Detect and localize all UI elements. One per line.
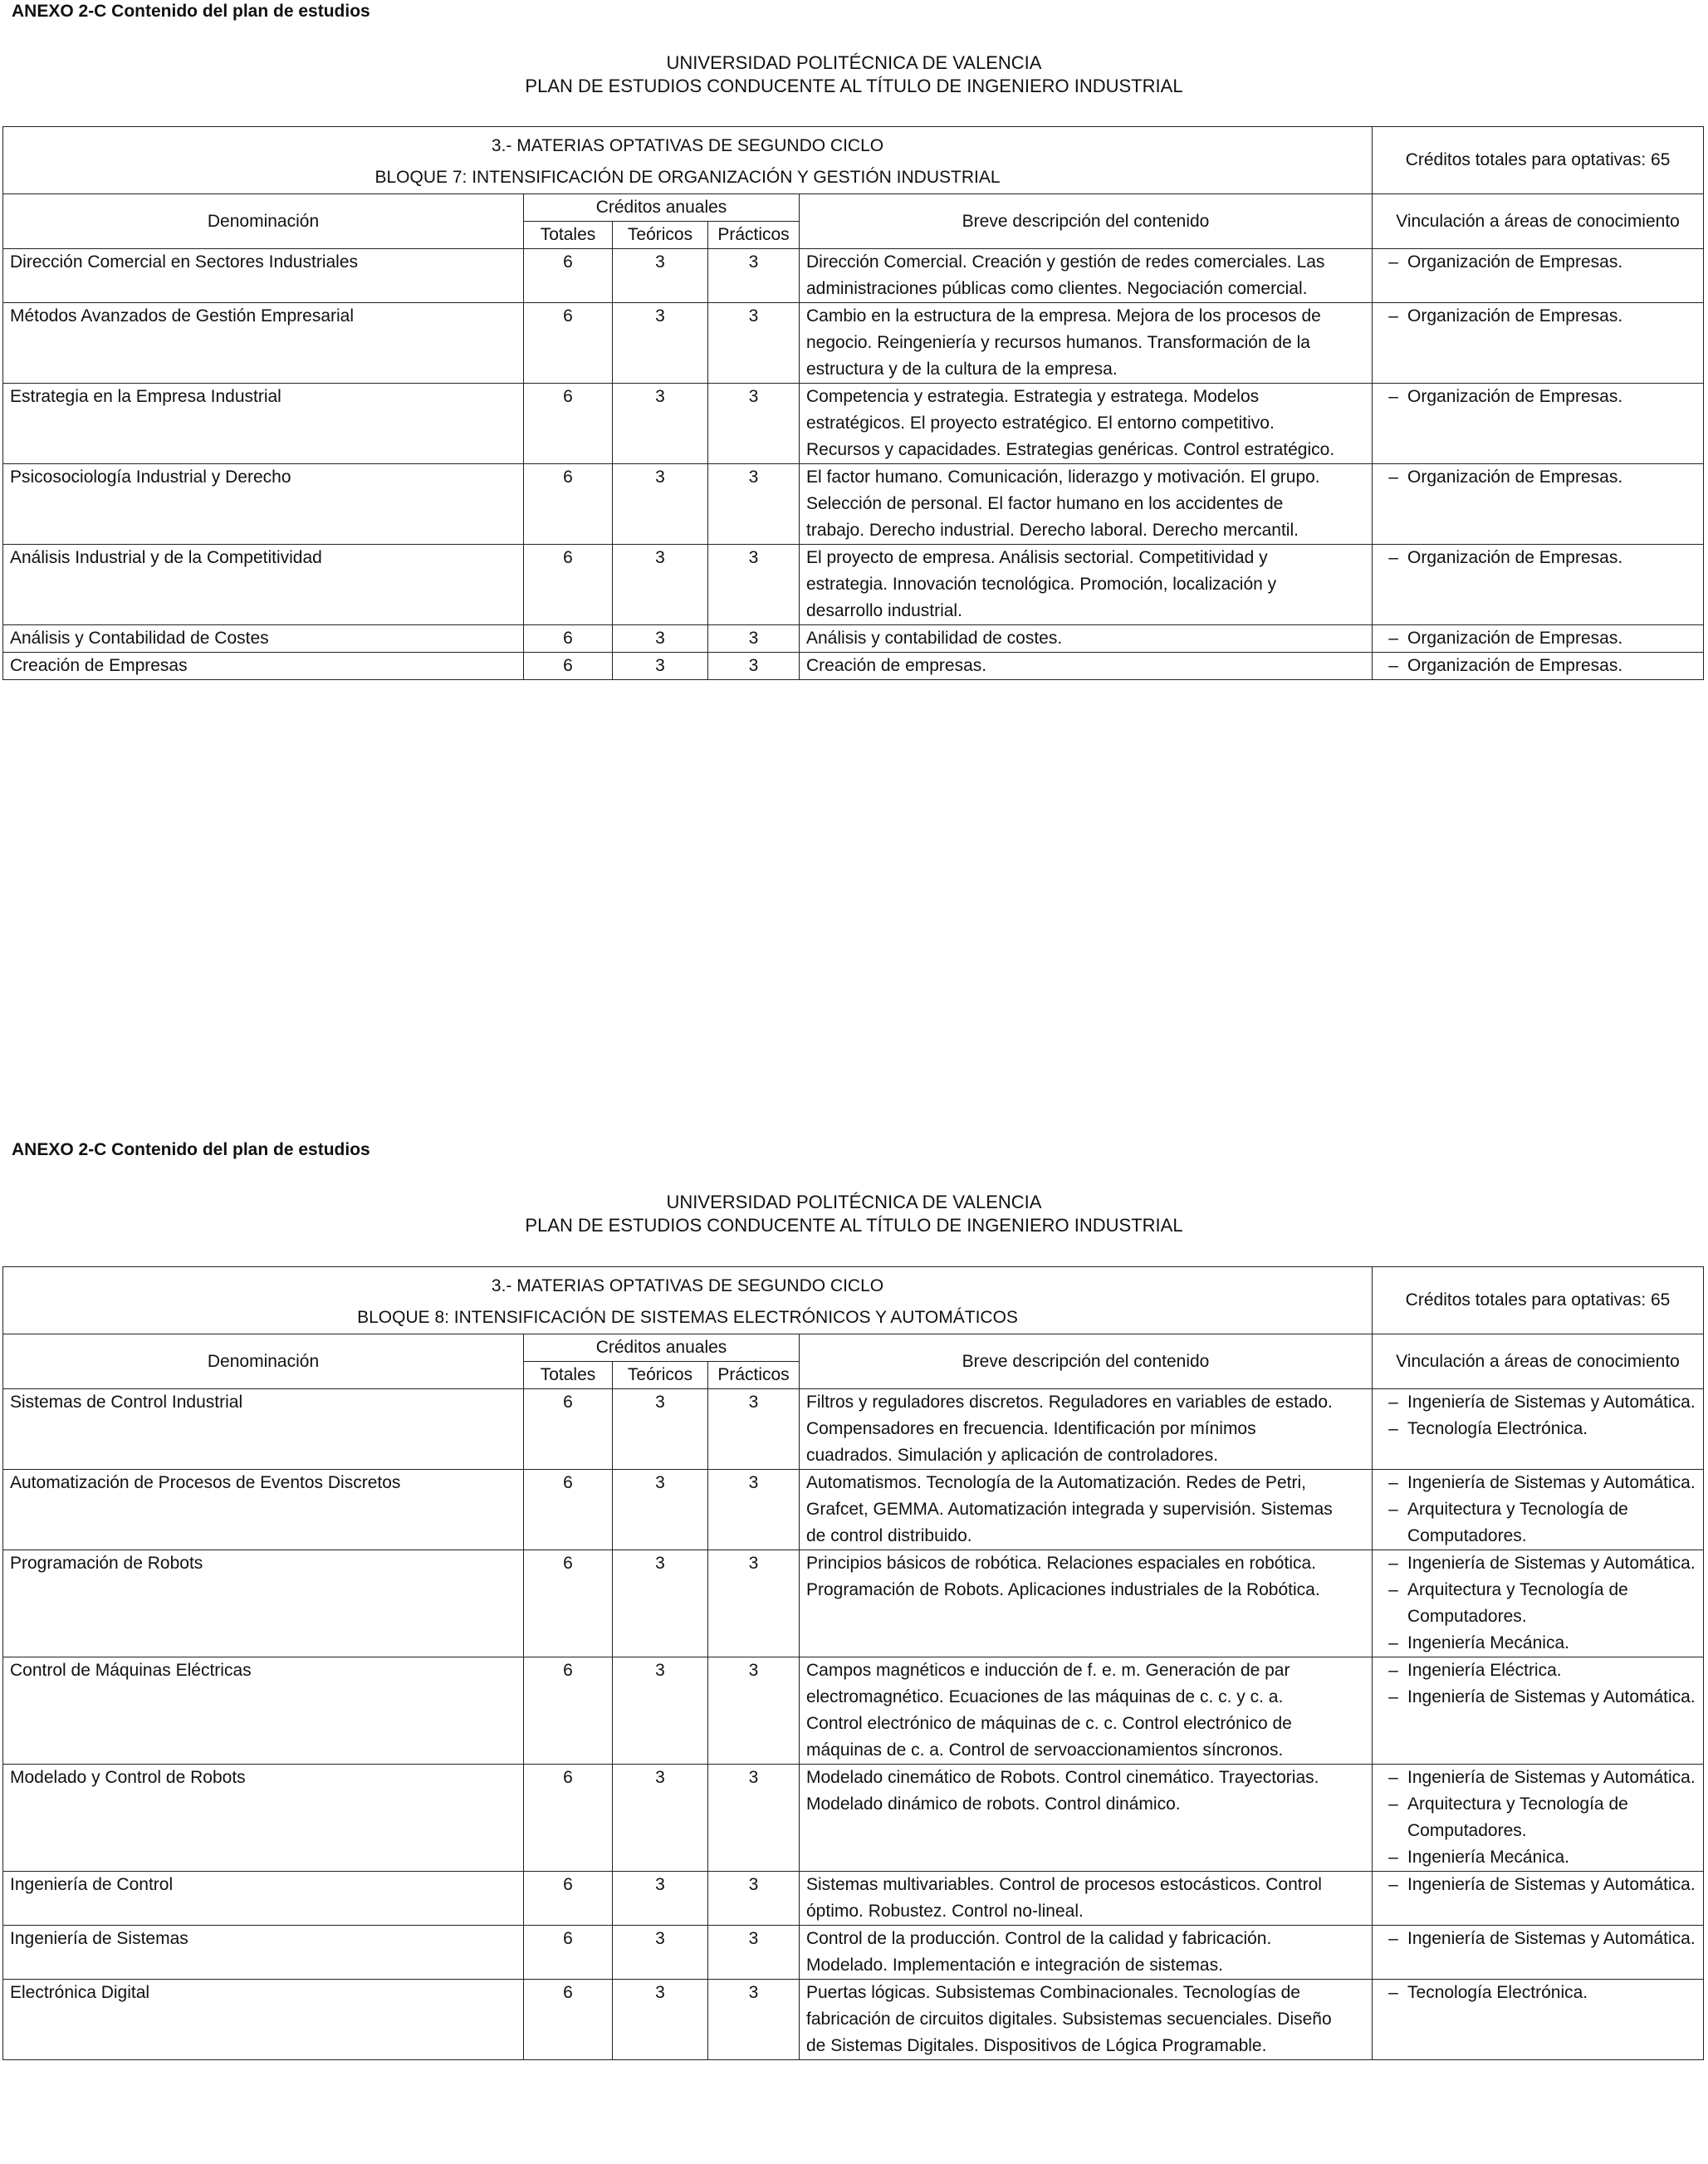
credits-totales: 6	[524, 1550, 613, 1657]
description-line: de Sistemas Digitales. Dispositivos de Lógica Programable.	[806, 2036, 1267, 2055]
description-line: Grafcet, GEMMA. Automatización integrada y supervisión. Sistemas	[806, 1500, 1333, 1519]
description-line: Principios básicos de robótica. Relaciones espaciales en robótica.	[806, 1554, 1317, 1573]
credits-teoricos: 3	[613, 1872, 708, 1926]
knowledge-area-item: – Ingeniería de Sistemas y Automática.	[1379, 1765, 1696, 1791]
credits-practicos: 3	[708, 545, 800, 625]
credits-totales: 6	[524, 625, 613, 653]
credits-teoricos: 3	[613, 464, 708, 545]
annex-title: ANEXO 2-C Contenido del plan de estudios	[12, 2, 370, 21]
description-line: trabajo. Derecho industrial. Derecho laboral. Derecho mercantil.	[806, 521, 1299, 540]
knowledge-areas	[1373, 249, 1704, 303]
knowledge-area-item: – Tecnología Electrónica.	[1379, 1416, 1696, 1442]
credits-totales: 6	[524, 384, 613, 464]
description-line: electromagnético. Ecuaciones de las máquinas de c. c. y c. a.	[806, 1687, 1284, 1706]
description-line: estrategia. Innovación tecnológica. Promoción, localización y	[806, 575, 1277, 594]
course-description	[800, 1926, 1373, 1980]
knowledge-area-item: – Organización de Empresas.	[1379, 464, 1696, 491]
table-row	[3, 1550, 1704, 1657]
knowledge-area-item: – Ingeniería de Sistemas y Automática.	[1379, 1470, 1696, 1496]
credits-teoricos: 3	[613, 1550, 708, 1657]
credits-totales: 6	[524, 1872, 613, 1926]
course-description	[800, 1550, 1373, 1657]
course-name: Sistemas de Control Industrial	[3, 1389, 524, 1470]
credits-teoricos: 3	[613, 303, 708, 384]
description-line: máquinas de c. a. Control de servoaccionamientos síncronos.	[806, 1741, 1284, 1760]
credits-practicos: 3	[708, 1657, 800, 1765]
total-credits: Créditos totales para optativas: 65	[1373, 127, 1704, 194]
course-name: Dirección Comercial en Sectores Industriales	[3, 249, 524, 303]
description-line: Modelado dinámico de robots. Control dinámico.	[806, 1794, 1181, 1814]
credits-totales: 6	[524, 249, 613, 303]
credits-totales: 6	[524, 1980, 613, 2060]
knowledge-area-item: – Organización de Empresas.	[1379, 303, 1696, 330]
table-row	[3, 249, 1704, 303]
credits-teoricos: 3	[613, 1657, 708, 1765]
col-descripcion: Breve descripción del contenido	[800, 1334, 1373, 1389]
course-name: Análisis Industrial y de la Competitividad	[3, 545, 524, 625]
credits-practicos: 3	[708, 653, 800, 680]
knowledge-area-item: – Organización de Empresas.	[1379, 384, 1696, 410]
knowledge-areas	[1373, 625, 1704, 653]
course-name: Ingeniería de Sistemas	[3, 1926, 524, 1980]
knowledge-areas	[1373, 1872, 1704, 1926]
description-line: estratégicos. El proyecto estratégico. El entorno competitivo.	[806, 414, 1275, 433]
description-line: Puertas lógicas. Subsistemas Combinacionales. Tecnologías de	[806, 1983, 1300, 2002]
credits-practicos: 3	[708, 1980, 800, 2060]
knowledge-area-item: – Ingeniería Eléctrica.	[1379, 1657, 1696, 1684]
description-line: de control distribuido.	[806, 1526, 972, 1545]
description-line: El proyecto de empresa. Análisis sectorial. Competitividad y	[806, 548, 1268, 567]
credits-totales: 6	[524, 1389, 613, 1470]
description-line: Modelado. Implementación e integración de sistemas.	[806, 1956, 1223, 1975]
credits-practicos: 3	[708, 1389, 800, 1470]
col-denominacion: Denominación	[3, 194, 524, 249]
credits-totales: 6	[524, 1657, 613, 1765]
description-line: negocio. Reingeniería y recursos humanos. Transformación de la	[806, 333, 1310, 352]
course-name: Ingeniería de Control	[3, 1872, 524, 1926]
credits-teoricos: 3	[613, 1926, 708, 1980]
knowledge-area-item: – Ingeniería Mecánica.	[1379, 1844, 1696, 1871]
knowledge-area-item: – Ingeniería de Sistemas y Automática.	[1379, 1550, 1696, 1577]
section-title: 3.- MATERIAS OPTATIVAS DE SEGUNDO CICLO	[491, 136, 884, 155]
col-denominacion: Denominación	[3, 1334, 524, 1389]
credits-totales: 6	[524, 1765, 613, 1872]
description-line: Compensadores en frecuencia. Identificación por mínimos	[806, 1419, 1256, 1438]
knowledge-area-item: – Organización de Empresas.	[1379, 545, 1696, 571]
knowledge-areas	[1373, 1550, 1704, 1657]
description-line: administraciones públicas como clientes. Negociación comercial.	[806, 279, 1308, 298]
knowledge-area-item: – Ingeniería de Sistemas y Automática.	[1379, 1926, 1696, 1952]
credits-totales: 6	[524, 1926, 613, 1980]
description-line: Programación de Robots. Aplicaciones industriales de la Robótica.	[806, 1580, 1320, 1599]
knowledge-areas	[1373, 545, 1704, 625]
course-description	[800, 1389, 1373, 1470]
credits-practicos: 3	[708, 384, 800, 464]
col-vinculacion: Vinculación a áreas de conocimiento	[1373, 194, 1704, 249]
course-name: Automatización de Procesos de Eventos Discretos	[3, 1470, 524, 1550]
credits-practicos: 3	[708, 1765, 800, 1872]
credits-practicos: 3	[708, 303, 800, 384]
col-creditos: Créditos anuales	[524, 1334, 800, 1362]
description-line: estructura y de la cultura de la empresa.	[806, 360, 1118, 379]
description-line: Selección de personal. El factor humano en los accidentes de	[806, 494, 1284, 513]
course-description	[800, 464, 1373, 545]
col-descripcion: Breve descripción del contenido	[800, 194, 1373, 249]
table-row	[3, 625, 1704, 653]
knowledge-area-item: – Ingeniería de Sistemas y Automática.	[1379, 1872, 1696, 1898]
block-header	[3, 1267, 1373, 1334]
knowledge-area-item: – Arquitectura y Tecnología de Computadores.	[1379, 1496, 1696, 1550]
col-totales: Totales	[524, 1362, 613, 1389]
course-description	[800, 1657, 1373, 1765]
knowledge-area-item: – Organización de Empresas.	[1379, 653, 1696, 679]
col-teoricos: Teóricos	[613, 1362, 708, 1389]
total-credits: Créditos totales para optativas: 65	[1373, 1267, 1704, 1334]
description-line: El factor humano. Comunicación, liderazgo y motivación. El grupo.	[806, 468, 1320, 487]
description-line: Control electrónico de máquinas de c. c. Control electrónico de	[806, 1714, 1292, 1733]
table-row	[3, 464, 1704, 545]
table-row	[3, 1980, 1704, 2060]
knowledge-areas	[1373, 1765, 1704, 1872]
description-line: Competencia y estrategia. Estrategia y estratega. Modelos	[806, 387, 1260, 406]
course-name: Modelado y Control de Robots	[3, 1765, 524, 1872]
table-row	[3, 1765, 1704, 1872]
course-description	[800, 653, 1373, 680]
credits-totales: 6	[524, 653, 613, 680]
course-description	[800, 545, 1373, 625]
col-practicos: Prácticos	[708, 1362, 800, 1389]
university-name: UNIVERSIDAD POLITÉCNICA DE VALENCIA	[666, 1192, 1042, 1212]
course-description	[800, 249, 1373, 303]
course-name: Electrónica Digital	[3, 1980, 524, 2060]
course-name: Métodos Avanzados de Gestión Empresarial	[3, 303, 524, 384]
knowledge-area-item: – Arquitectura y Tecnología de Computadores.	[1379, 1577, 1696, 1630]
description-line: Recursos y capacidades. Estrategias genéricas. Control estratégico.	[806, 440, 1335, 459]
description-line: óptimo. Robustez. Control no-lineal.	[806, 1902, 1084, 1921]
description-line: Control de la producción. Control de la calidad y fabricación.	[806, 1929, 1272, 1948]
credits-teoricos: 3	[613, 1470, 708, 1550]
block-header	[3, 127, 1373, 194]
credits-teoricos: 3	[613, 384, 708, 464]
col-practicos: Prácticos	[708, 222, 800, 249]
description-line: desarrollo industrial.	[806, 601, 962, 620]
courses-table-block-8	[2, 1266, 1704, 2060]
knowledge-areas	[1373, 1389, 1704, 1470]
table-row	[3, 653, 1704, 680]
course-description	[800, 1872, 1373, 1926]
credits-teoricos: 3	[613, 1765, 708, 1872]
table-row	[3, 1926, 1704, 1980]
credits-teoricos: 3	[613, 1980, 708, 2060]
credits-teoricos: 3	[613, 249, 708, 303]
knowledge-areas	[1373, 653, 1704, 680]
block-title: BLOQUE 7: INTENSIFICACIÓN DE ORGANIZACIÓN Y GESTIÓN INDUSTRIAL	[374, 168, 1001, 187]
course-description	[800, 625, 1373, 653]
knowledge-areas	[1373, 303, 1704, 384]
knowledge-areas	[1373, 1980, 1704, 2060]
description-line: Automatismos. Tecnología de la Automatización. Redes de Petri,	[806, 1473, 1306, 1492]
knowledge-area-item: – Tecnología Electrónica.	[1379, 1980, 1696, 2006]
section-title: 3.- MATERIAS OPTATIVAS DE SEGUNDO CICLO	[491, 1276, 884, 1295]
university-name: UNIVERSIDAD POLITÉCNICA DE VALENCIA	[666, 52, 1042, 73]
col-creditos: Créditos anuales	[524, 194, 800, 222]
description-line: Creación de empresas.	[806, 656, 987, 675]
col-totales: Totales	[524, 222, 613, 249]
course-description	[800, 303, 1373, 384]
col-vinculacion: Vinculación a áreas de conocimiento	[1373, 1334, 1704, 1389]
knowledge-areas	[1373, 384, 1704, 464]
description-line: Cambio en la estructura de la empresa. Mejora de los procesos de	[806, 306, 1321, 326]
credits-practicos: 3	[708, 249, 800, 303]
block-title: BLOQUE 8: INTENSIFICACIÓN DE SISTEMAS ELECTRÓNICOS Y AUTOMÁTICOS	[357, 1308, 1018, 1327]
course-name: Estrategia en la Empresa Industrial	[3, 384, 524, 464]
credits-teoricos: 3	[613, 625, 708, 653]
table-row	[3, 1470, 1704, 1550]
credits-teoricos: 3	[613, 1389, 708, 1470]
knowledge-area-item: – Arquitectura y Tecnología de Computadores.	[1379, 1791, 1696, 1844]
description-line: Dirección Comercial. Creación y gestión de redes comerciales. Las	[806, 252, 1325, 272]
credits-teoricos: 3	[613, 653, 708, 680]
course-name: Control de Máquinas Eléctricas	[3, 1657, 524, 1765]
plan-title: PLAN DE ESTUDIOS CONDUCENTE AL TÍTULO DE INGENIERO INDUSTRIAL	[525, 76, 1183, 96]
knowledge-areas	[1373, 1926, 1704, 1980]
credits-practicos: 3	[708, 625, 800, 653]
credits-totales: 6	[524, 545, 613, 625]
credits-practicos: 3	[708, 1926, 800, 1980]
description-line: Sistemas multivariables. Control de procesos estocásticos. Control	[806, 1875, 1322, 1894]
col-teoricos: Teóricos	[613, 222, 708, 249]
description-line: Modelado cinemático de Robots. Control cinemático. Trayectorias.	[806, 1768, 1319, 1787]
knowledge-area-item: – Organización de Empresas.	[1379, 625, 1696, 652]
knowledge-area-item: – Organización de Empresas.	[1379, 249, 1696, 276]
table-row	[3, 1657, 1704, 1765]
description-line: fabricación de circuitos digitales. Subsistemas secuenciales. Diseño	[806, 2010, 1332, 2029]
table-row	[3, 545, 1704, 625]
credits-totales: 6	[524, 1470, 613, 1550]
credits-totales: 6	[524, 303, 613, 384]
description-line: cuadrados. Simulación y aplicación de controladores.	[806, 1446, 1219, 1465]
credits-practicos: 3	[708, 1872, 800, 1926]
knowledge-area-item: – Ingeniería de Sistemas y Automática.	[1379, 1389, 1696, 1416]
table-row	[3, 1389, 1704, 1470]
credits-teoricos: 3	[613, 545, 708, 625]
knowledge-areas	[1373, 1470, 1704, 1550]
description-line: Filtros y reguladores discretos. Reguladores en variables de estado.	[806, 1393, 1333, 1412]
table-row	[3, 384, 1704, 464]
table-row	[3, 1872, 1704, 1926]
course-description	[800, 1765, 1373, 1872]
credits-practicos: 3	[708, 464, 800, 545]
annex-title: ANEXO 2-C Contenido del plan de estudios	[12, 1140, 370, 1159]
courses-table-block-7	[2, 126, 1704, 680]
knowledge-area-item: – Ingeniería Mecánica.	[1379, 1630, 1696, 1657]
course-description	[800, 1470, 1373, 1550]
knowledge-areas	[1373, 464, 1704, 545]
course-description	[800, 384, 1373, 464]
description-line: Campos magnéticos e inducción de f. e. m. Generación de par	[806, 1661, 1290, 1680]
plan-title: PLAN DE ESTUDIOS CONDUCENTE AL TÍTULO DE INGENIERO INDUSTRIAL	[525, 1215, 1183, 1236]
table-row	[3, 303, 1704, 384]
knowledge-area-item: – Ingeniería de Sistemas y Automática.	[1379, 1684, 1696, 1711]
course-name: Psicosociología Industrial y Derecho	[3, 464, 524, 545]
course-name: Creación de Empresas	[3, 653, 524, 680]
credits-practicos: 3	[708, 1550, 800, 1657]
credits-practicos: 3	[708, 1470, 800, 1550]
course-name: Programación de Robots	[3, 1550, 524, 1657]
course-description	[800, 1980, 1373, 2060]
credits-totales: 6	[524, 464, 613, 545]
course-name: Análisis y Contabilidad de Costes	[3, 625, 524, 653]
knowledge-areas	[1373, 1657, 1704, 1765]
description-line: Análisis y contabilidad de costes.	[806, 629, 1063, 648]
